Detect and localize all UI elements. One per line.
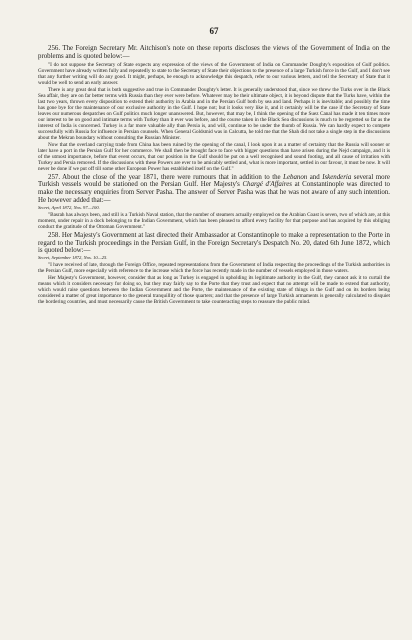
section-257 [38,174,390,230]
margin-note-257: Secret, April 1872, Nos. 97—100. [38,204,100,210]
quote-256-c: Now that the overland carrying trade from China has been ruined by the opening of the canal, I look upon it as a matter of certainty that the Russia will sooner or later have a port in the Persian Gulf for her commerce. We shall then be brought face to face with bigger questions than have arisen during the Nejd campaign, and it is of the utmost importance, before that event occurs, that our position in the Gulf should be put on a well recognised and sound footing, and all cause of irritation with Turkey and Persia removed. If the discussions with these Powers are ever to be amicably settled and, what is more important, settled in our favour, it must be now. It will never be done if we put off till some other European Power has established itself on the Gulf." [38,141,390,172]
section-258 [38,232,390,305]
quote-257: "Basrah has always been, and still is a Turkish Naval station, that the number of steamers actually employed on the Arabian Coast is seven, two of which are, at this moment, under repair in a dock belonging to the Indian Government, which has been pleased to afford every facility for that purpose and has acquired by this obliging conduct the gratitude of the Ottoman Government." [38,211,390,230]
quote-258-b: Her Majesty's Government, however, consider that as long as Turkey is engaged in upholding its legitimate authority in the Gulf, they cannot ask it to curtail the means which it considers necessary for doing so, but they may fairly say to the Porte that they trust and expect that no attempt will be made to extend that authority, which would raise questions between the Indian Government and the Porte, the maintenance of the existing state of things in the Gulf and on its borders being considered a matter of great importance to the general tranquillity of those quarters; and that the presence of large Turkish armaments is generally calculated to disquiet the bordering countries, and must necessarily cause the British Government to take counteracting steps to reassure the public mind. [38,275,390,306]
page-number: 67 [209,26,219,36]
charge-daffaires: Chargé d'Affaires [242,181,292,189]
paragraph-257-part-a: 257. About the close of the year 1871, there were rumours that in addition to the [48,173,281,181]
paragraph-257-part-b: and [309,173,320,181]
quote-256-a: "I do not suppose the Secretary of State expects any expression of the views of the Government of India on Commander Doughty's exposition of Gulf politics. Government have already written fully and repeatedly to state to the Secretary of State their objections to the presence of a large Turkish force in the Gulf, and I don't see that any further writing will do any good. It might, perhaps, be enough to acknowledge this despatch, refer to our various letters, and tell the Secretary of State that it would be well to send an early answer. [38,61,390,86]
quote-258-a: "I have received of late, through the Foreign Office, repeated representations from the Government of India respecting the proceedings of the Turkish authorities in the Persian Gulf, more especially with reference to the increase which the force has recently made in the number of vessels employed in those waters. [38,262,390,275]
paragraph-258: 258. Her Majesty's Government at last directed their Ambassador at Constantinople to make a representation to the Porte in regard to the Turkish proceedings in the Persian Gulf, in the Foreign Secretary's Despatch No. 20, dated 6th June 1872, which is quoted below:— [38,231,390,255]
ship-name-iskenderia: Iskenderia [322,173,352,181]
paragraph-257 [38,174,390,205]
quote-256-b: There is any great deal that is both suggestive and true in Commander Doughty's letter. It is generally understood that, since we threw the Turks over in the Black Sea affair, they are on far better terms with Russia than they ever were before. Whatever may be their ultimate object, it is beyond dispute that the Turks have, within the last two years, thrown every disposition to extend their authority in Arabia and in the Persian Gulf both by sea and land. Perhaps it is inevitable; and possibly the time has gone bye for the maintenance of our exclusive authority in the Gulf. I hope not; but it looks very like it, and it certainly will be the case if the Secretary of State leaves our numerous despatches on Gulf politics much longer unanswered. But, however, that may be, I think the opening of the Suez Canal has made it ten times more our interest to be on good and intimate terms with Turkey than it ever was before, and the course taken in the Black Sea discussions is much to be regretted so far as the interest of India is concerned. Turkey is a far more valuable ally than Persia is, and will, continue to be under the thumb of Russia. We can hardly expect to compete successfully with Russia for influence in Persian counsels. When General Goldsmid was in Calcutta, he told me that the Shah did not take a single step in the discussions about the Mekran boundary without consulting the Russian Minister. [38,86,390,141]
paragraph-257-part-d: at Constantinople was directed to make the necessary enquiries from Server Pasha. The answer of Server Pasha was that he was not aware of any such intention. He however added that:— [38,181,390,204]
section-256 [38,45,390,172]
margin-note-258: Secret, September 1872, Nos. 10—25. [38,255,108,261]
paragraph-257-part-c: several more Turkish vessels would be stationed on the Persian Gulf. Her Majesty's [38,173,390,189]
paragraph-256: 256. The Foreign Secretary Mr. Aitchison's note on these reports discloses the views of the Government of India on the problems and is quoted below:— [38,45,390,60]
ship-name-lebanon: Lebanon [283,173,308,181]
